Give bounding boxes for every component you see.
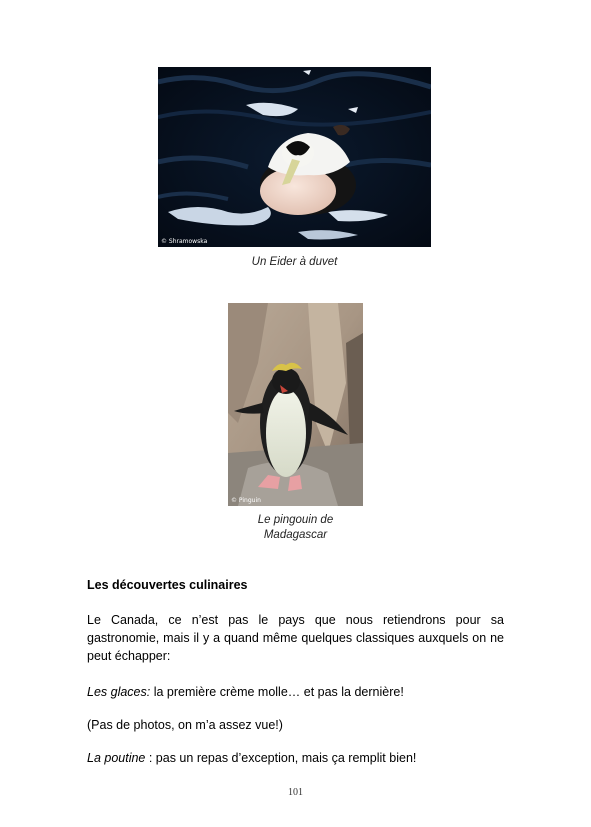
figure-caption-eider: Un Eider à duvet [251,256,338,268]
eider-duck-image [158,67,431,247]
figure-caption-penguin [200,513,391,543]
page-number: 101 [288,787,303,798]
caption-line-2: Madagascar [263,529,328,541]
penguin-photo [228,303,363,506]
item-paragraph-photos [87,716,504,734]
item-text: la première crème molle… et pas la dernière! [150,685,404,699]
caption-line-1: Le pingouin de [257,514,334,526]
item-paragraph-poutine [87,749,504,767]
item-lead: Les glaces: [87,685,151,699]
item-lead: La poutine [87,751,146,765]
penguin-image [228,303,363,506]
photo-credit: © Shramowska [161,238,208,245]
section-heading: Les découvertes culinaires [87,578,248,592]
item-text: : pas un repas d’exception, mais ça remplit bien! [145,751,417,765]
item-paragraph-glaces [87,683,504,701]
eider-duck-photo [158,67,431,247]
item-text: (Pas de photos, on m’a assez vue!) [87,718,283,732]
intro-paragraph: Le Canada, ce n’est pas le pays que nous retiendrons pour sa gastronomie, mais il y a quand même quelques classiques auxquels on ne peut échapper: [87,613,504,663]
photo-credit: © Pinguin [231,497,261,504]
